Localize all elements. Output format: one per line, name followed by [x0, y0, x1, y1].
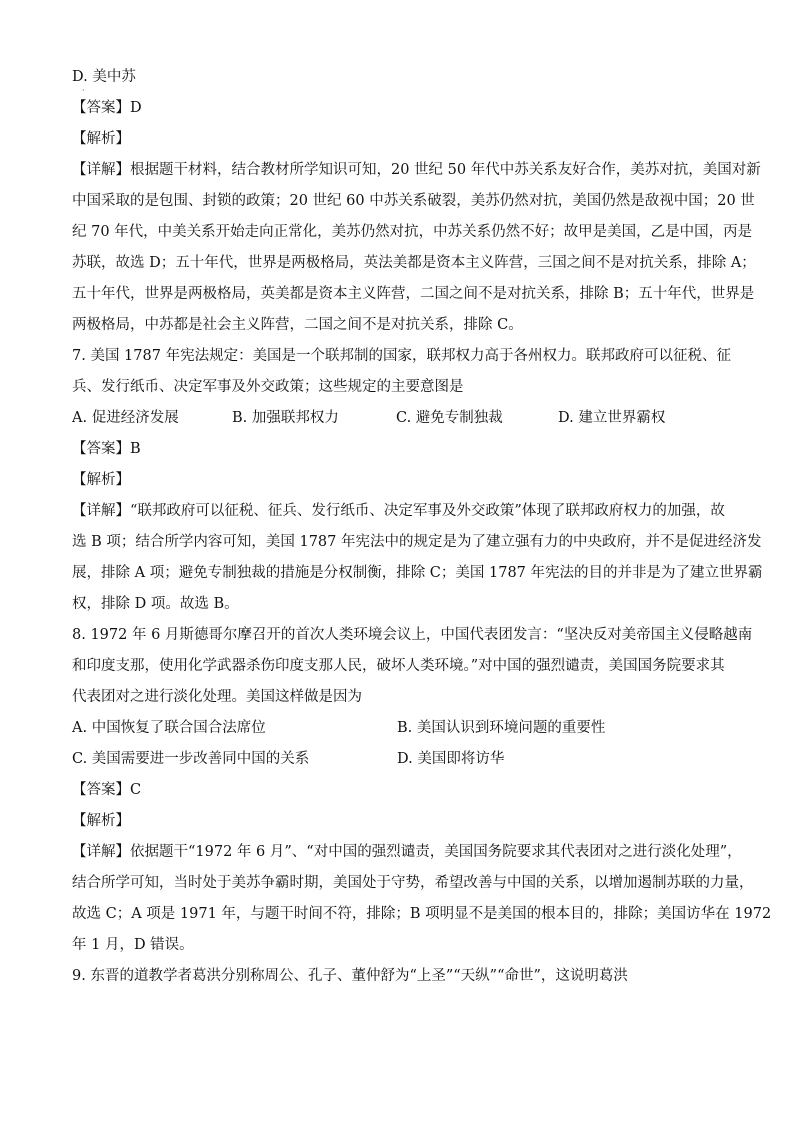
q6-option-d: D. 美中苏 — [72, 69, 136, 85]
stray-dot: · — [82, 86, 85, 95]
q6-detail-line: 两极格局，中苏都是社会主义阵营，二国之间不是对抗关系，排除 C。 — [72, 317, 523, 333]
q6-detail-line: 【详解】根据题干材料，结合教材所学知识可知，20 世纪 50 年代中苏关系友好合作，美苏对抗，美国对新 — [72, 162, 761, 178]
q8-option-c: C. 美国需要进一步改善同中国的关系 — [72, 751, 310, 767]
q6-detail — [72, 155, 761, 341]
q8-option-b: B. 美国认识到环境问题的重要性 — [397, 720, 606, 736]
q7-detail — [72, 496, 763, 620]
q7-option-c: C. 避免专制独裁 — [396, 410, 503, 426]
q8-stem-line: 8. 1972 年 6 月斯德哥尔摩召开的首次人类环境会议上，中国代表团发言：“坚决反对美帝国主义侵略越南 — [72, 627, 753, 643]
q8-detail-line: 年 1 月，D 错误。 — [72, 937, 194, 953]
q8-options-row-1 — [72, 713, 722, 744]
q6-analysis-text: 解析 — [86, 131, 116, 147]
q9-stem-line: 9. 东晋的道教学者葛洪分别称周公、孔子、董仲舒为“上圣”“天纵”“命世”，这说明葛洪 — [72, 968, 628, 984]
q8-stem-line: 和印度支那，使用化学武器杀伤印度支那人民，破坏人类环境。”对中国的强烈谴责，美国国务院要求其 — [72, 658, 725, 674]
q8-analysis-label: 【解析】 — [72, 813, 130, 829]
q7-option-b: B. 加强联邦权力 — [232, 410, 339, 426]
q8-option-a: A. 中国恢复了联合国合法席位 — [72, 720, 266, 736]
q9-stem — [72, 961, 722, 992]
q8-detail-line: 故选 C；A 项是 1971 年，与题干时间不符，排除；B 项明显不是美国的根本目的，排除；美国访华在 1972 — [72, 906, 772, 922]
q7-options — [72, 403, 722, 434]
q8-stem — [72, 620, 753, 713]
q6-detail-line: 纪 70 年代，中美关系开始走向正常化，美苏仍然对抗，中苏关系仍然不好；故甲是美国，乙是中国，丙是 — [72, 224, 753, 240]
q6-detail-line: 中国采取的是包围、封锁的政策；20 世纪 60 中苏关系破裂，美苏仍然对抗，美国仍然是敌视中国；20 世 — [72, 193, 755, 209]
q6-detail-line: 五十年代，世界是两极格局，英美都是资本主义阵营，二国之间不是对抗关系，排除 B；五十年代，世界是 — [72, 286, 755, 302]
document-page — [72, 62, 772, 992]
q8-stem-line: 代表团对之进行淡化处理。美国这样做是因为 — [72, 689, 362, 705]
q7-option-a: A. 促进经济发展 — [72, 410, 179, 426]
q8-detail-line: 【详解】依据题干“1972 年 6 月”、“对中国的强烈谴责，美国国务院要求其代表团对之进行淡化处理”， — [72, 844, 742, 860]
q7-analysis-text: 解析 — [86, 472, 116, 488]
q6-answer: 【答案】D — [72, 100, 142, 116]
q7-answer: 【答案】B — [72, 441, 141, 457]
q8-analysis-text: 解析 — [86, 813, 116, 829]
q7-detail-line: 选 B 项；结合所学内容可知，美国 1787 年宪法中的规定是为了建立强有力的中央政府，并不是促进经济发 — [72, 534, 762, 550]
q7-detail-line: 展，排除 A 项；避免专制独裁的措施是分权制衡，排除 C；美国 1787 年宪法的目的并非是为了建立世界霸 — [72, 565, 763, 581]
q8-detail-line: 结合所学可知，当时处于美苏争霸时期，美国处于守势，希望改善与中国的关系，以增加遏制苏联的力量， — [72, 875, 754, 891]
q6-analysis-label: 【解析】 — [72, 131, 130, 147]
q8-answer: 【答案】C — [72, 782, 142, 798]
q7-option-d: D. 建立世界霸权 — [558, 410, 666, 426]
q7-stem-line: 兵、发行纸币、决定军事及外交政策；这些规定的主要意图是 — [72, 379, 464, 395]
q7-stem — [72, 341, 732, 403]
q6-detail-line: 苏联，故选 D；五十年代，世界是两极格局，英法美都是资本主义阵营，三国之间不是对抗关系，排除 A； — [72, 255, 756, 271]
q7-analysis-label: 【解析】 — [72, 472, 130, 488]
q8-option-d: D. 美国即将访华 — [397, 751, 505, 767]
q7-detail-line: 【详解】“联邦政府可以征税、征兵、发行纸币、决定军事及外交政策”体现了联邦政府权力的加强，故 — [72, 503, 725, 519]
q8-detail — [72, 837, 772, 961]
q7-detail-line: 权，排除 D 项。故选 B。 — [72, 596, 239, 612]
q8-options-row-2 — [72, 744, 722, 775]
q7-stem-line: 7. 美国 1787 年宪法规定：美国是一个联邦制的国家，联邦权力高于各州权力。联邦政府可以征税、征 — [72, 348, 732, 364]
